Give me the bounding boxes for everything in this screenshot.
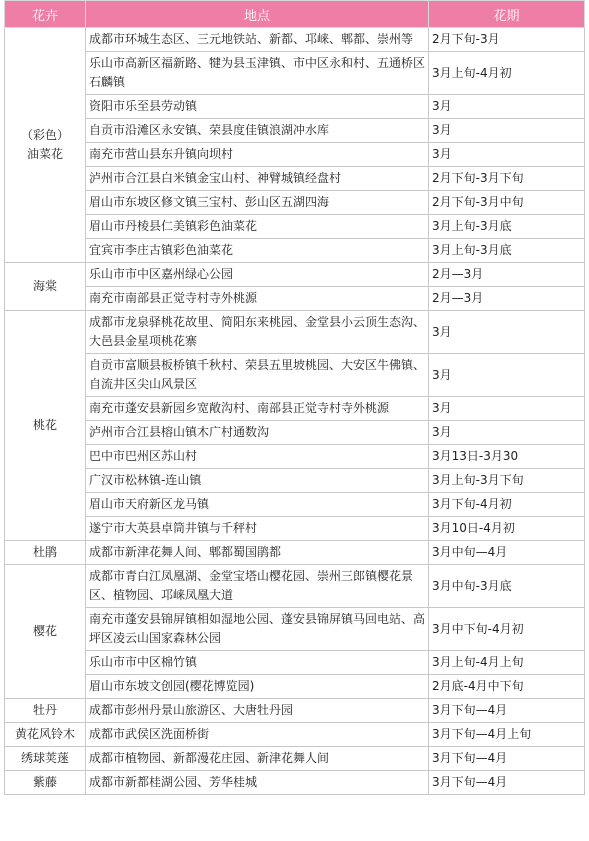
table-row — [5, 541, 585, 565]
period-cell: 3月上旬-4月初 — [429, 52, 585, 95]
table-row — [5, 747, 585, 771]
header-location: 地点 — [86, 1, 429, 28]
header-flower: 花卉 — [5, 1, 86, 28]
period-cell: 2月下旬-3月 — [429, 28, 585, 52]
location-cell: 成都市龙泉驿桃花故里、简阳东来桃园、金堂县小云顶生态沟、大邑县金星项桃花寨 — [86, 311, 429, 354]
location-cell: 自贡市沿滩区永安镇、荣县度佳镇浪湖冲水库 — [86, 119, 429, 143]
flower-name-cell: 海棠 — [5, 263, 86, 311]
table-row — [5, 517, 585, 541]
flower-name-cell: 黄花风铃木 — [5, 723, 86, 747]
table-row — [5, 52, 585, 95]
period-cell: 3月上旬-3月下旬 — [429, 469, 585, 493]
location-cell: 成都市新都桂湖公园、芳华桂城 — [86, 771, 429, 795]
table-body — [5, 28, 585, 795]
period-cell: 2月—3月 — [429, 287, 585, 311]
table-row — [5, 445, 585, 469]
table-row — [5, 421, 585, 445]
period-cell: 3月 — [429, 311, 585, 354]
table-row — [5, 239, 585, 263]
location-cell: 成都市植物园、新都漫花庄园、新津花舞人间 — [86, 747, 429, 771]
location-cell: 巴中市巴州区苏山村 — [86, 445, 429, 469]
table-row — [5, 95, 585, 119]
table-row — [5, 28, 585, 52]
location-cell: 成都市环城生态区、三元地铁站、新都、邛崃、郫都、崇州等 — [86, 28, 429, 52]
period-cell: 3月上旬-3月底 — [429, 215, 585, 239]
location-cell: 南充市营山县东升镇向坝村 — [86, 143, 429, 167]
flower-name-cell: 牡丹 — [5, 699, 86, 723]
flower-name-cell: 杜鹃 — [5, 541, 86, 565]
table-row — [5, 311, 585, 354]
table-row — [5, 493, 585, 517]
table-row — [5, 565, 585, 608]
table-row — [5, 723, 585, 747]
location-cell: 广汉市松林镇-连山镇 — [86, 469, 429, 493]
location-cell: 泸州市合江县白米镇金宝山村、神臂城镇经盘村 — [86, 167, 429, 191]
table-row — [5, 651, 585, 675]
location-cell: 南充市蓬安县锦屏镇相如湿地公园、蓬安县锦屏镇马回电站、高坪区凌云山国家森林公园 — [86, 608, 429, 651]
table-row — [5, 263, 585, 287]
flower-name-cell: （彩色） 油菜花 — [5, 28, 86, 263]
period-cell: 3月下旬-4月初 — [429, 493, 585, 517]
period-cell: 3月下旬—4月 — [429, 699, 585, 723]
period-cell: 3月上旬-4月上旬 — [429, 651, 585, 675]
period-cell: 3月13日-3月30 — [429, 445, 585, 469]
table-row — [5, 675, 585, 699]
period-cell: 3月 — [429, 119, 585, 143]
period-cell: 2月—3月 — [429, 263, 585, 287]
period-cell: 3月 — [429, 397, 585, 421]
period-cell: 2月下旬-3月下旬 — [429, 167, 585, 191]
table-row — [5, 469, 585, 493]
location-cell: 乐山市市中区嘉州绿心公园 — [86, 263, 429, 287]
location-cell: 自贡市富顺县板桥镇千秋村、荣县五里坡桃园、大安区牛佛镇、自流井区尖山风景区 — [86, 354, 429, 397]
location-cell: 宜宾市李庄古镇彩色油菜花 — [86, 239, 429, 263]
location-cell: 眉山市东坡文创园(樱花博览园) — [86, 675, 429, 699]
flower-name-cell: 桃花 — [5, 311, 86, 541]
location-cell: 乐山市高新区福新路、犍为县玉津镇、市中区永和村、五通桥区石麟镇 — [86, 52, 429, 95]
table-row — [5, 354, 585, 397]
table-row — [5, 287, 585, 311]
period-cell: 2月下旬-3月中旬 — [429, 191, 585, 215]
header-period: 花期 — [429, 1, 585, 28]
location-cell: 眉山市丹棱县仁美镇彩色油菜花 — [86, 215, 429, 239]
period-cell: 3月 — [429, 143, 585, 167]
location-cell: 成都市新津花舞人间、郫都蜀国鹃都 — [86, 541, 429, 565]
table-row — [5, 699, 585, 723]
flower-name-cell: 绣球荚蒾 — [5, 747, 86, 771]
period-cell: 3月 — [429, 354, 585, 397]
location-cell: 泸州市合江县榕山镇木广村通数沟 — [86, 421, 429, 445]
period-cell: 3月 — [429, 95, 585, 119]
flower-name-cell: 紫藤 — [5, 771, 86, 795]
period-cell: 3月中下旬-4月初 — [429, 608, 585, 651]
period-cell: 2月底-4月中下旬 — [429, 675, 585, 699]
period-cell: 3月下旬—4月上旬 — [429, 723, 585, 747]
location-cell: 成都市青白江凤凰湖、金堂宝塔山樱花园、崇州三郎镇樱花景区、植物园、邛崃凤凰大道 — [86, 565, 429, 608]
location-cell: 成都市武侯区洗面桥街 — [86, 723, 429, 747]
location-cell: 乐山市市中区棉竹镇 — [86, 651, 429, 675]
period-cell: 3月 — [429, 421, 585, 445]
location-cell: 眉山市东坡区修文镇三宝村、彭山区五湖四海 — [86, 191, 429, 215]
location-cell: 南充市蓬安县新园乡宽敞沟村、南部县正觉寺村寺外桃源 — [86, 397, 429, 421]
period-cell: 3月中旬-3月底 — [429, 565, 585, 608]
period-cell: 3月10日-4月初 — [429, 517, 585, 541]
table-row — [5, 143, 585, 167]
period-cell: 3月下旬—4月 — [429, 771, 585, 795]
table-row — [5, 215, 585, 239]
location-cell: 眉山市天府新区龙马镇 — [86, 493, 429, 517]
table-row — [5, 167, 585, 191]
location-cell: 遂宁市大英县卓筒井镇与千秤村 — [86, 517, 429, 541]
location-cell: 资阳市乐至县劳动镇 — [86, 95, 429, 119]
period-cell: 3月下旬—4月 — [429, 747, 585, 771]
table-row — [5, 608, 585, 651]
table-row — [5, 771, 585, 795]
location-cell: 成都市彭州丹景山旅游区、大唐牡丹园 — [86, 699, 429, 723]
header-row — [5, 1, 585, 28]
period-cell: 3月上旬-3月底 — [429, 239, 585, 263]
flower-season-table — [4, 0, 585, 795]
table-row — [5, 397, 585, 421]
table-row — [5, 119, 585, 143]
location-cell: 南充市南部县正觉寺村寺外桃源 — [86, 287, 429, 311]
flower-name-cell: 樱花 — [5, 565, 86, 699]
flower-table-container — [4, 0, 585, 795]
table-row — [5, 191, 585, 215]
period-cell: 3月中旬—4月 — [429, 541, 585, 565]
